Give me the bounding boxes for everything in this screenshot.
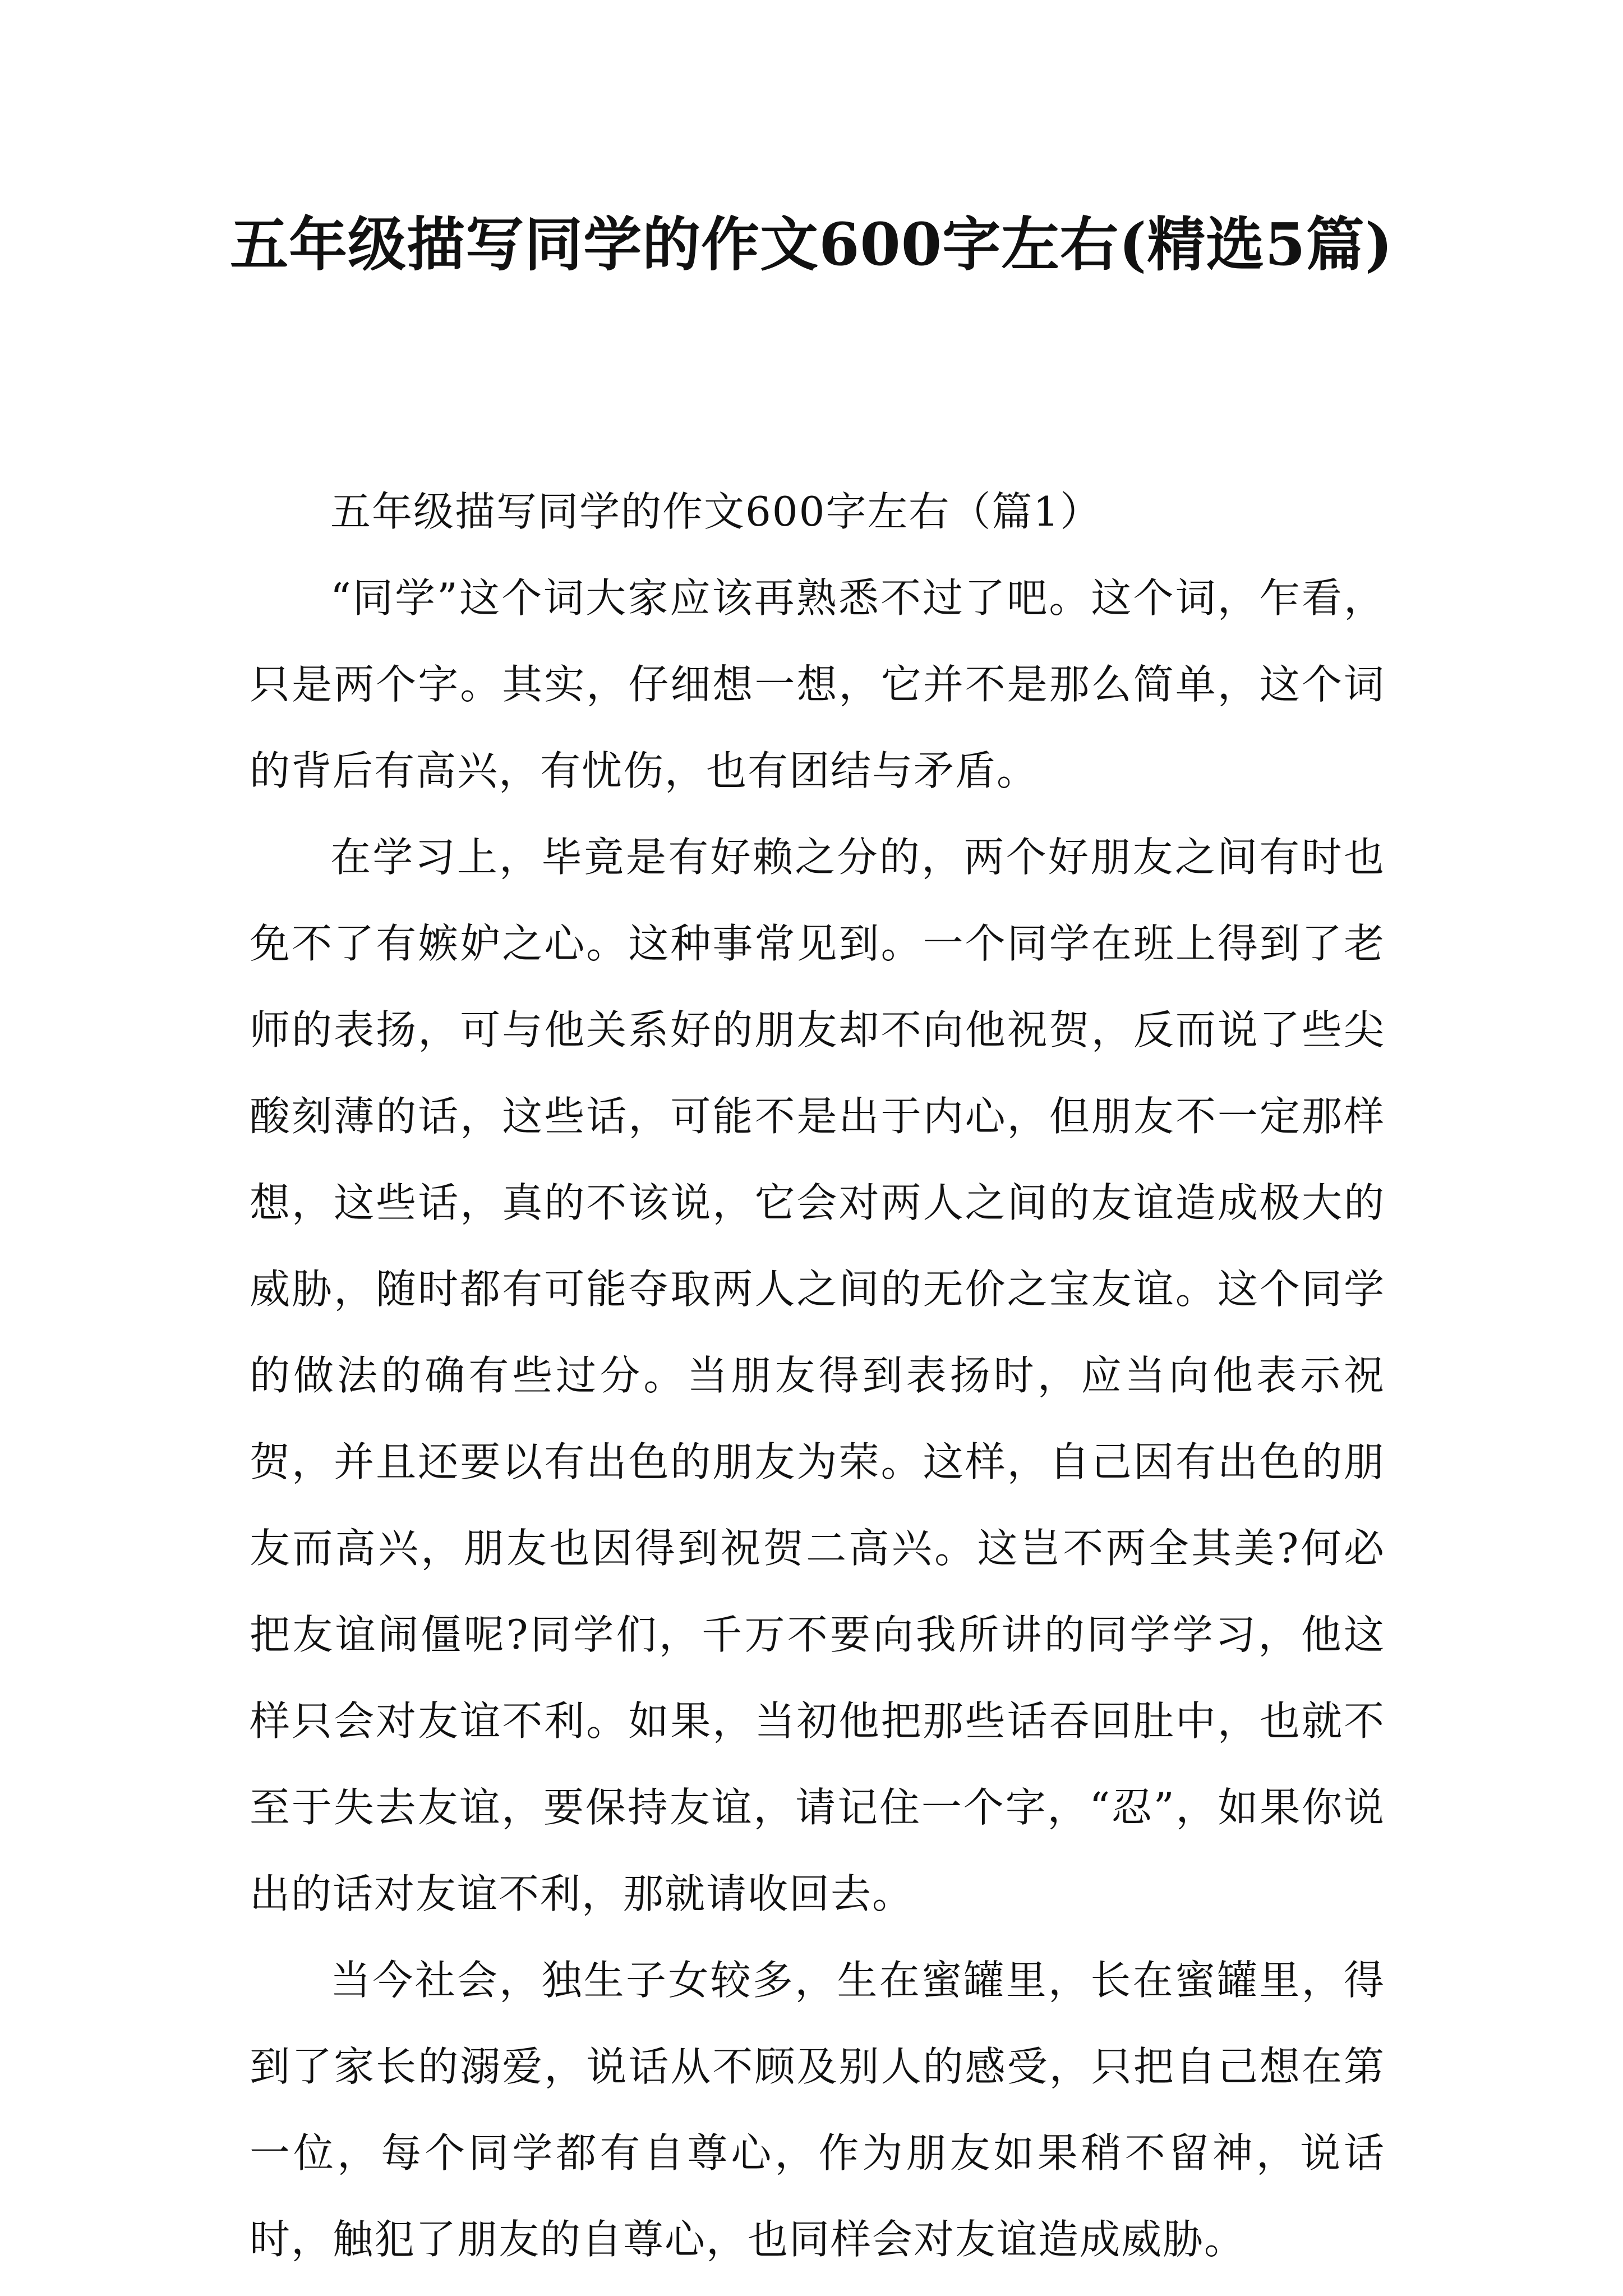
document-title: 五年级描写同学的作文600字左右(精选5篇) — [230, 210, 1393, 279]
paragraph: 当今社会，独生子女较多，生在蜜罐里，长在蜜罐里，得到了家长的溺爱，说话从不顾及别人的感受，只把自己想在第一位，每个同学都有自尊心，作为朋友如果稍不留神，说话时，触犯了朋友的自尊心，也同样会对友谊造成威胁。 — [250, 1957, 1385, 2263]
paragraph: “同学”这个词大家应该再熟悉不过了吧。这个词，乍看，只是两个字。其实，仔细想一想，它并不是那么简单，这个词的背后有高兴，有忧伤，也有团结与矛盾。 — [250, 574, 1385, 794]
paragraph: 在学习上，毕竟是有好赖之分的，两个好朋友之间有时也免不了有嫉妒之心。这种事常见到。一个同学在班上得到了老师的表扬，可与他关系好的朋友却不向他祝贺，反而说了些尖酸刻薄的话，这些话，可能不是出于内心，但朋友不一定那样想，这些话，真的不该说，它会对两人之间的友谊造成极大的威胁，随时都有可能夺取两人之间的无价之宝友谊。这个同学的做法的确有些过分。当朋友得到表扬时，应当向他表示祝贺，并且还要以有出色的朋友为荣。这样，自己因有出色的朋友而高兴，朋友也因得到祝贺二高兴。这岂不两全其美?何必把友谊闹僵呢?同学们，千万不要向我所讲的同学学习，他这样只会对友谊不利。如果，当初他把那些话吞回肚中，也就不至于失去友谊，要保持友谊，请记住一个字，“忍”，如果你说出的话对友谊不利，那就请收回去。 — [250, 834, 1385, 1917]
section-heading: 五年级描写同学的作文600字左右（篇1） — [330, 488, 1102, 535]
document-body — [250, 468, 1385, 2283]
